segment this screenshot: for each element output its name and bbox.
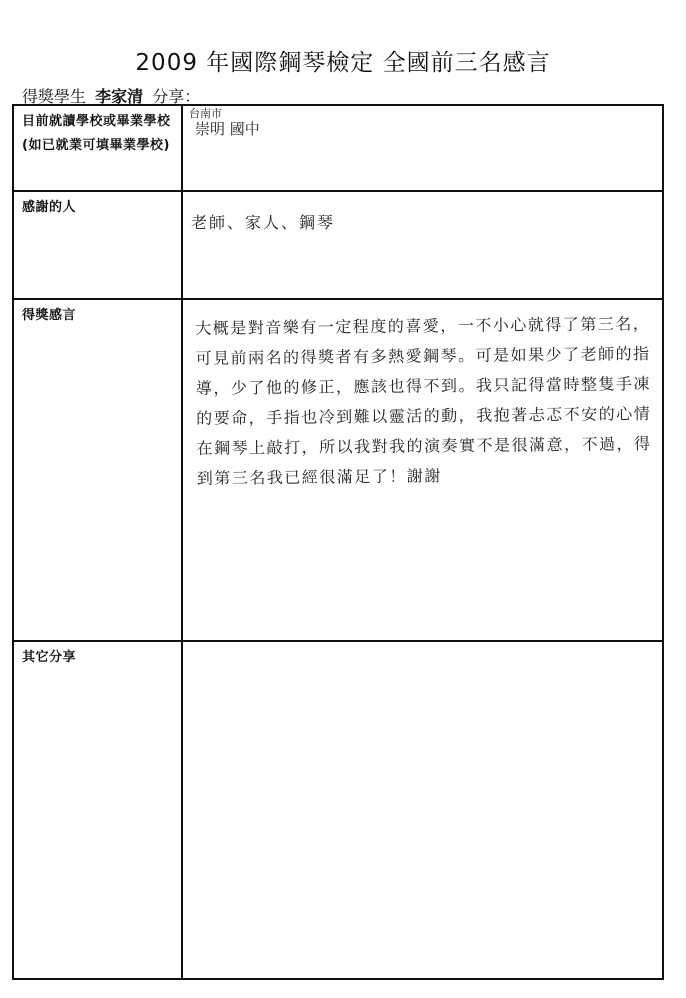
- form-label-other: 其它分享: [13, 641, 182, 979]
- page-title: 2009 年國際鋼琴檢定 全國前三名感言: [135, 50, 551, 76]
- school-handwriting: [183, 106, 662, 138]
- form-label-school: 目前就讀學校或畢業學校(如已就業可填畢業學校): [13, 105, 182, 191]
- testimonial-form: [12, 104, 664, 980]
- school-name-text: 崇明 國中: [195, 120, 260, 138]
- form-content-school: [182, 105, 663, 191]
- student-label: 得獎學生: [22, 87, 87, 106]
- thanks-handwriting: 老師、家人、鋼琴: [191, 213, 336, 232]
- form-content-thanks: [182, 191, 663, 299]
- form-label-speech: 得獎感言: [13, 299, 182, 641]
- form-content-other: [182, 641, 663, 979]
- form-row-thanks: [13, 191, 663, 299]
- school-insert-text: 台南市: [189, 107, 222, 120]
- share-label: 分享：: [152, 87, 201, 106]
- form-content-speech: [182, 299, 663, 641]
- speech-handwriting: 大概是對音樂有一定程度的喜愛，一不小心就得了第三名，可見前兩名的得獎者有多熱愛鋼琴。可是如果少了老師的指導，少了他的修正，應該也得不到。我只記得當時整隻手凍的要命，手指也冷到難以靈活的動，我抱著忐忑不安的心情在鋼琴上敲打，所以我對我的演奏實不是很滿意，不過，得到第三名我已經很滿足了！謝謝: [195, 314, 652, 488]
- student-name: 李家清: [95, 87, 144, 106]
- form-row-other: [13, 641, 663, 979]
- form-row-speech: [13, 299, 663, 641]
- form-label-thanks: 感謝的人: [13, 191, 182, 299]
- form-row-school: [13, 105, 663, 191]
